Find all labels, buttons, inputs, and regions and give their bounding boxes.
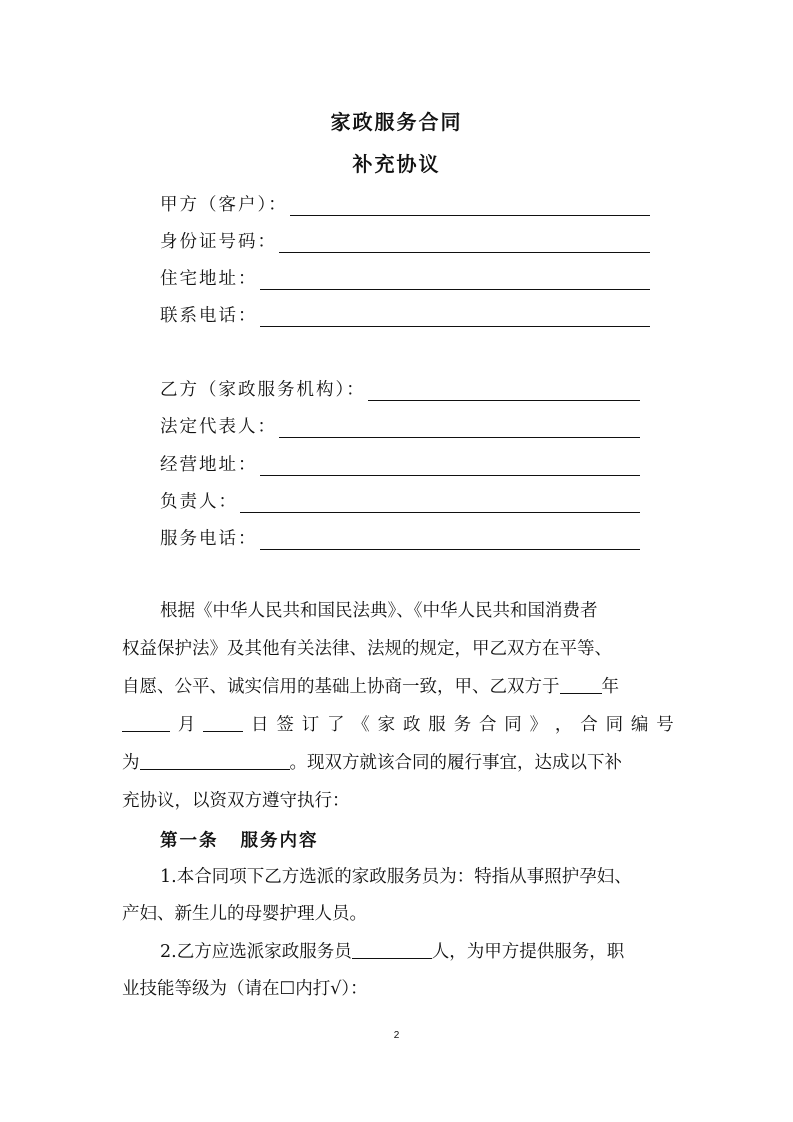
preamble-line-3: 自愿、公平、诚实信用的基础上协商一致，甲、乙双方于 年 xyxy=(122,673,619,701)
page-number: 2 xyxy=(393,1030,400,1041)
preamble-line-5: 为 。现双方就该合同的履行事宜，达成以下补 xyxy=(122,749,622,777)
article-1-heading: 第一条 服务内容 xyxy=(160,831,319,851)
party-a-customer-field xyxy=(160,192,650,216)
article-1-item-1-line-2: 产妇、新生儿的母婴护理人员。 xyxy=(122,904,367,924)
article-1-item-1-line-1: 1.本合同项下乙方选派的家政服务员为：特指从事照护孕妇、 xyxy=(160,867,632,887)
party-b-phone-field xyxy=(160,526,640,550)
party-b-legal-rep-field xyxy=(160,414,640,438)
party-a-id-label: 身份证号码： xyxy=(160,232,277,252)
party-b-agency-label: 乙方（家政服务机构）： xyxy=(160,380,366,400)
month-blank[interactable] xyxy=(122,711,170,732)
party-b-phone-label: 服务电话： xyxy=(160,529,258,549)
preamble-line-4: 月 日 签 订 了 《 家 政 服 务 合 同 》 ， 合 同 编 号 xyxy=(122,711,674,739)
party-b-person-blank[interactable] xyxy=(240,492,640,513)
year-blank[interactable] xyxy=(560,673,602,694)
party-a-customer-blank[interactable] xyxy=(290,195,650,216)
article-1-item-2-line-1: 2.乙方应选派家政服务员 人，为甲方提供服务，职 xyxy=(160,938,624,966)
document-subtitle: 补充协议 xyxy=(352,152,441,176)
document-title: 家政服务合同 xyxy=(330,110,463,134)
party-a-address-label: 住宅地址： xyxy=(160,269,258,289)
preamble-line-2: 权益保护法》及其他有关法律、法规的规定，甲乙双方在平等、 xyxy=(122,639,612,659)
party-a-id-blank[interactable] xyxy=(279,232,650,253)
party-b-person-label: 负责人： xyxy=(160,492,238,512)
party-a-id-field xyxy=(160,229,650,253)
party-a-phone-label: 联系电话： xyxy=(160,306,258,326)
party-b-legal-rep-label: 法定代表人： xyxy=(160,417,277,437)
party-b-agency-blank[interactable] xyxy=(368,380,640,401)
preamble-line-1 xyxy=(160,597,676,625)
day-blank[interactable] xyxy=(203,711,243,732)
party-b-address-field xyxy=(160,452,640,476)
party-b-phone-blank[interactable] xyxy=(260,529,641,550)
party-b-agency-field xyxy=(160,377,640,401)
staff-count-blank[interactable] xyxy=(352,938,432,959)
party-b-address-blank[interactable] xyxy=(260,455,641,476)
preamble-line-6: 充协议，以资双方遵守执行： xyxy=(122,791,350,811)
party-a-address-field xyxy=(160,266,650,290)
party-a-address-blank[interactable] xyxy=(260,269,651,290)
party-a-customer-label: 甲方（客户）： xyxy=(160,195,288,215)
article-1-item-2-line-2: 业技能等级为（请在☐内打√）： xyxy=(122,979,368,999)
contract-number-blank[interactable] xyxy=(140,749,290,770)
party-b-person-field xyxy=(160,489,640,513)
preamble-line-1-text: 根据《中华人民共和国民法典》、《中华人民共和国消费者 xyxy=(160,601,598,621)
party-b-address-label: 经营地址： xyxy=(160,455,258,475)
party-a-phone-blank[interactable] xyxy=(260,306,651,327)
party-a-phone-field xyxy=(160,303,650,327)
party-b-legal-rep-blank[interactable] xyxy=(279,417,640,438)
